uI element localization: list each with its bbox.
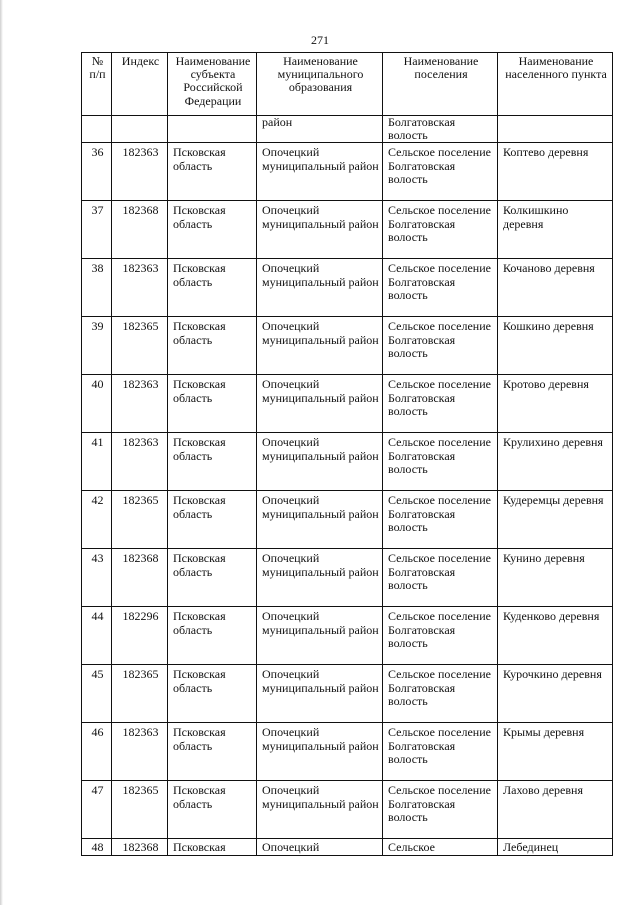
cell-settlement: Сельское поселение Болгатовская волость (383, 201, 498, 259)
table-body (82, 116, 613, 856)
cell-num: 46 (82, 723, 112, 781)
cell-index: 182363 (112, 143, 168, 201)
header-locality: Наименование населенного пункта (498, 53, 613, 116)
cell-municipality: Опочецкий муниципальный район (257, 781, 383, 839)
table-row (82, 491, 613, 549)
cell-index: 182363 (112, 723, 168, 781)
cell-locality: Кочаново деревня (498, 259, 613, 317)
cell-locality: Кунино деревня (498, 549, 613, 607)
table-row (82, 433, 613, 491)
cell-index: 182365 (112, 317, 168, 375)
cell-settlement: Сельское поселение Болгатовская волость (383, 781, 498, 839)
cell-region (168, 116, 257, 143)
cell-settlement: Болгатовская волость (383, 116, 498, 143)
cell-index: 182365 (112, 491, 168, 549)
cell-municipality: Опочецкий муниципальный район (257, 317, 383, 375)
header-region: Наименование субъекта Российской Федерации (168, 53, 257, 116)
cell-region: Псковская область (168, 259, 257, 317)
cell-locality: Коптево деревня (498, 143, 613, 201)
header-num: № п/п (82, 53, 112, 116)
table-row (82, 201, 613, 259)
cell-settlement: Сельское поселение Болгатовская волость (383, 259, 498, 317)
cell-settlement: Сельское поселение Болгатовская волость (383, 549, 498, 607)
cell-locality: Колкишкино деревня (498, 201, 613, 259)
scan-edge-shadow (0, 0, 3, 905)
table-row (82, 317, 613, 375)
cell-index: 182363 (112, 433, 168, 491)
cell-region: Псковская область (168, 549, 257, 607)
cell-num: 48 (82, 839, 112, 855)
cell-municipality: Опочецкий муниципальный район (257, 665, 383, 723)
cell-municipality: Опочецкий муниципальный район (257, 549, 383, 607)
table-row (82, 375, 613, 433)
cell-locality: Крымы деревня (498, 723, 613, 781)
cell-municipality: район (257, 116, 383, 143)
cell-index: 182368 (112, 839, 168, 855)
table-row (82, 549, 613, 607)
cell-region: Псковская область (168, 375, 257, 433)
cell-num: 47 (82, 781, 112, 839)
cell-num: 44 (82, 607, 112, 665)
cell-settlement: Сельское поселение Болгатовская волость (383, 607, 498, 665)
cell-region: Псковская область (168, 317, 257, 375)
page-number: 271 (311, 33, 329, 47)
cell-settlement: Сельское поселение Болгатовская волость (383, 433, 498, 491)
cell-municipality: Опочецкий муниципальный район (257, 259, 383, 317)
table-row (82, 259, 613, 317)
cell-region: Псковская область (168, 433, 257, 491)
cell-index: 182368 (112, 549, 168, 607)
settlements-table (81, 52, 613, 856)
cell-locality: Лахово деревня (498, 781, 613, 839)
cell-locality (498, 116, 613, 143)
header-settlement: Наименование поселения (383, 53, 498, 116)
cell-settlement: Сельское поселение Болгатовская волость (383, 723, 498, 781)
cell-municipality: Опочецкий муниципальный район (257, 723, 383, 781)
table-row (82, 665, 613, 723)
cell-locality: Курочкино деревня (498, 665, 613, 723)
cell-index: 182368 (112, 201, 168, 259)
cell-locality: Куденково деревня (498, 607, 613, 665)
cell-settlement: Сельское поселение Болгатовская волость (383, 143, 498, 201)
cell-region: Псковская область (168, 781, 257, 839)
cell-settlement: Сельское (383, 839, 498, 855)
cell-region: Псковская область (168, 201, 257, 259)
cell-settlement: Сельское поселение Болгатовская волость (383, 317, 498, 375)
table-row-cut (82, 839, 613, 855)
cell-num: 43 (82, 549, 112, 607)
cell-locality: Кудеремцы деревня (498, 491, 613, 549)
cell-locality: Кошкино деревня (498, 317, 613, 375)
cell-num: 42 (82, 491, 112, 549)
cell-region: Псковская (168, 839, 257, 855)
cell-municipality: Опочецкий муниципальный район (257, 607, 383, 665)
cell-region: Псковская область (168, 665, 257, 723)
cell-index: 182363 (112, 375, 168, 433)
cell-num: 38 (82, 259, 112, 317)
cell-index: 182296 (112, 607, 168, 665)
cell-locality: Лебединец (498, 839, 613, 855)
cell-index: 182365 (112, 781, 168, 839)
cell-municipality: Опочецкий муниципальный район (257, 433, 383, 491)
cell-num: 39 (82, 317, 112, 375)
cell-region: Псковская область (168, 607, 257, 665)
table-row (82, 781, 613, 839)
cell-num: 45 (82, 665, 112, 723)
cell-settlement: Сельское поселение Болгатовская волость (383, 491, 498, 549)
cell-index: 182365 (112, 665, 168, 723)
cell-locality: Кротово деревня (498, 375, 613, 433)
cell-num: 41 (82, 433, 112, 491)
cell-num: 36 (82, 143, 112, 201)
cell-municipality: Опочецкий муниципальный район (257, 375, 383, 433)
table-row (82, 143, 613, 201)
cell-municipality: Опочецкий (257, 839, 383, 855)
cell-region: Псковская область (168, 143, 257, 201)
cell-region: Псковская область (168, 723, 257, 781)
cell-num: 40 (82, 375, 112, 433)
cell-index: 182363 (112, 259, 168, 317)
header-index: Индекс (112, 53, 168, 116)
header-municipality: Наименование муниципального образования (257, 53, 383, 116)
cell-settlement: Сельское поселение Болгатовская волость (383, 665, 498, 723)
cell-municipality: Опочецкий муниципальный район (257, 201, 383, 259)
cell-num (82, 116, 112, 143)
table-row (82, 607, 613, 665)
cell-municipality: Опочецкий муниципальный район (257, 143, 383, 201)
table-row (82, 723, 613, 781)
cell-num: 37 (82, 201, 112, 259)
cell-region: Псковская область (168, 491, 257, 549)
cell-locality: Крулихино деревня (498, 433, 613, 491)
cell-municipality: Опочецкий муниципальный район (257, 491, 383, 549)
cell-settlement: Сельское поселение Болгатовская волость (383, 375, 498, 433)
table-header-row (82, 53, 613, 116)
continuation-row (82, 116, 613, 143)
cell-index (112, 116, 168, 143)
